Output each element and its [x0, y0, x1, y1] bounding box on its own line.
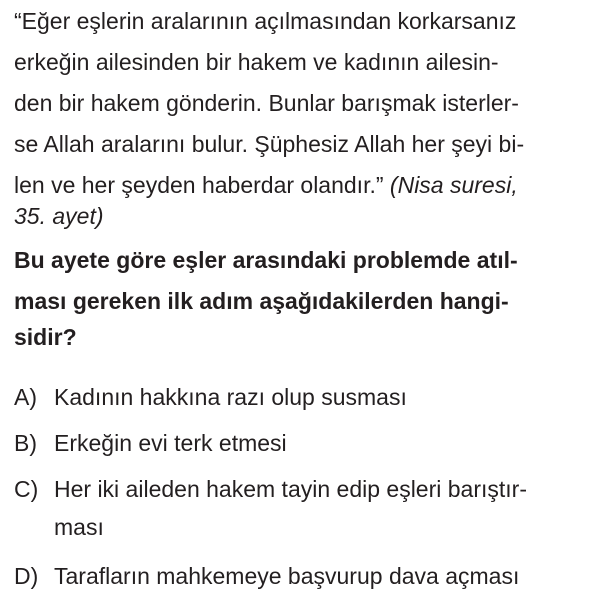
option-text: Her iki aileden hakem tayin edip eşleri barıştır-	[54, 476, 527, 502]
option-letter: A)	[14, 384, 37, 410]
question-line: ması gereken ilk adım aşağıdakilerden hangi-	[14, 288, 509, 314]
passage-line: “Eğer eşlerin aralarının açılmasından korkarsanız	[14, 8, 517, 34]
passage-line-last	[14, 171, 518, 199]
option-text: Tarafların mahkemeye başvurup dava açması	[54, 563, 520, 589]
question-line: sidir?	[14, 324, 77, 350]
option-letter: B)	[14, 430, 37, 456]
citation-part1: (Nisa suresi,	[389, 172, 518, 198]
citation-part2: 35. ayet)	[14, 203, 104, 229]
option-text-continued: ması	[54, 514, 104, 540]
passage-line-text: len ve her şeyden haberdar olandır.”	[14, 172, 384, 198]
option-text: Kadının hakkına razı olup susması	[54, 384, 407, 410]
option-text: Erkeğin evi terk etmesi	[54, 430, 287, 456]
question-line: Bu ayete göre eşler arasındaki problemde atıl-	[14, 247, 518, 273]
option-letter: C)	[14, 476, 39, 502]
passage-line: erkeğin ailesinden bir hakem ve kadının ailesin-	[14, 49, 499, 75]
option-letter: D)	[14, 563, 39, 589]
passage-line: den bir hakem gönderin. Bunlar barışmak isterler-	[14, 90, 519, 116]
passage-line: se Allah aralarını bulur. Şüphesiz Allah her şeyi bi-	[14, 131, 525, 157]
